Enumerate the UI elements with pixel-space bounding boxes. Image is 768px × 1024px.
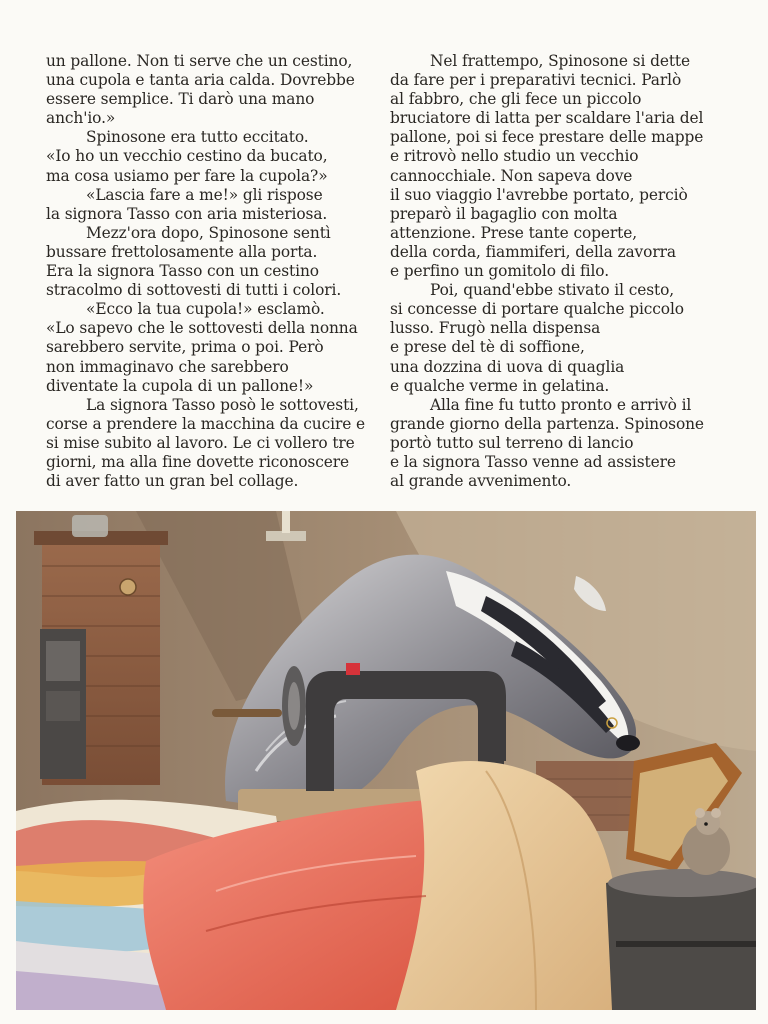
right-column-text-line: e la signora Tasso venne ad assistere [390,452,676,471]
left-column-text-line: Spinosone era tutto eccitato. [86,128,309,147]
right-column-text-line: e prese del tè di soffione, [390,338,585,357]
left-column-text-line: non immaginavo che sarebbero [46,357,289,376]
brick-chimney [34,515,168,785]
right-column-text-line: Alla fine fu tutto pronto e arrivò il [430,395,692,414]
right-column-text-line: e perfino un gomitolo di filo. [390,262,609,281]
right-column-text-line: e qualche verme in gelatina. [390,376,610,395]
left-column-text-line: una cupola e tanta aria calda. Dovrebbe [46,71,355,90]
story-illustration [16,511,756,1010]
left-column-text-line: diventate la cupola di un pallone!» [46,376,314,395]
left-column-text-line: bussare frettolosamente alla porta. [46,242,318,261]
right-column-text-line: e ritrovò nello studio un vecchio [390,147,639,166]
right-column-text-line: grande giorno della partenza. Spinosone [390,414,704,433]
left-column-text-line: un pallone. Non ti serve che un cestino, [46,52,353,70]
left-column-text-line: stracolmo di sottovesti di tutti i colori. [46,281,342,300]
left-column-text-line: «Ecco la tua cupola!» esclamò. [86,300,325,319]
left-column-text-line: si mise subito al lavoro. Le ci vollero tre [46,433,355,452]
right-column-text-line: preparò il bagaglio con molta [390,204,618,223]
left-column-text-line: Mezz'ora dopo, Spinosone sentì [86,223,331,242]
left-column-text-line: sarebbero servite, prima o poi. Però [46,338,324,357]
left-column-text-line: La signora Tasso posò le sottovesti, [86,395,359,414]
right-column-text-line: attenzione. Prese tante coperte, [390,223,638,242]
text-column-right [390,52,730,491]
left-column-text-line: anch'io.» [46,109,116,128]
left-column-text-line: Era la signora Tasso con un cestino [46,262,319,281]
stool [606,869,756,1010]
right-column-text-line: della corda, fiammiferi, della zavorra [390,242,676,261]
right-column-text-line: Poi, quand'ebbe stivato il cesto, [430,281,675,300]
right-column-text-line: al fabbro, che gli fece un piccolo [390,90,642,109]
right-column-text-line: cannocchiale. Non sapeva dove [390,166,633,185]
right-column-text-line: al grande avvenimento. [390,472,572,491]
left-column-text-line: ma cosa usiamo per fare la cupola?» [46,166,328,185]
right-column-text-line: si concesse di portare qualche piccolo [390,300,684,319]
left-column-text-line: corse a prendere la macchina da cucire e [46,414,366,433]
left-column-text-line: «Lascia fare a me!» gli rispose [86,185,323,204]
left-column-text-line: «Io ho un vecchio cestino da bucato, [46,147,328,166]
left-column-text-line: giorni, ma alla fine dovette riconoscere [46,452,350,471]
right-column-text-line: portò tutto sul terreno di lancio [390,433,634,452]
right-column-text-line: pallone, poi si fece prestare delle mappe [390,128,704,147]
right-column-text-line: da fare per i preparativi tecnici. Parlò [390,71,682,90]
right-column-text-line: una dozzina di uova di quaglia [390,357,625,376]
left-column-text-line: la signora Tasso con aria misteriosa. [46,204,328,223]
left-column-text-line: «Lo sapevo che le sottovesti della nonna [46,319,358,338]
left-column-text-line: essere semplice. Ti darò una mano [46,90,315,109]
right-column-text-line: Nel frattempo, Spinosone si dette [430,52,691,70]
text-column-left [46,52,376,491]
right-column-text-line: lusso. Frugò nella dispensa [390,319,601,338]
left-column-text-line: di aver fatto un gran bel collage. [46,472,299,491]
right-column-text-line: bruciatore di latta per scaldare l'aria del [390,109,704,128]
right-column-text-line: il suo viaggio l'avrebbe portato, perciò [390,185,688,204]
